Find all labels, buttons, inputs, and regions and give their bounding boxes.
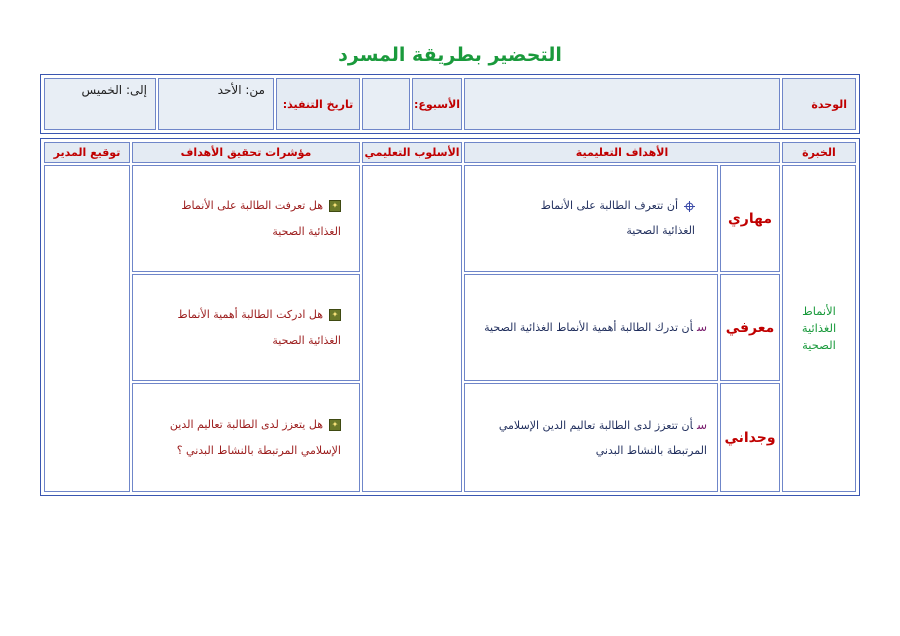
target-icon [684, 201, 695, 212]
week-label [412, 78, 462, 130]
from-day-field[interactable] [158, 78, 274, 130]
col-header-indicators [132, 142, 360, 163]
col-header-experience [782, 142, 856, 163]
indicator-2 [171, 302, 341, 353]
objective-2 [484, 314, 707, 340]
col-header-experience-text: الخبرة [802, 146, 836, 159]
objective-1-text: أن تتعرف الطالبة على الأنماط الغذائية الصحية [540, 199, 695, 237]
objective-2-marker: س [696, 320, 707, 335]
week-label-text: الأسبوع: [413, 97, 461, 111]
objective-3-marker: س [696, 418, 707, 433]
objective-3-text: أن تتعزز لدى الطالبة تعاليم الدين الإسلامي المرتبطة بالنشاط البدني [498, 419, 707, 457]
star-bullet-icon: ✦ [329, 309, 341, 321]
domain-skill-text: مهاري [727, 210, 773, 227]
method-cell[interactable] [362, 165, 462, 492]
domain-cognitive-text: معرفي [725, 319, 775, 336]
col-header-signature [44, 142, 130, 163]
domain-affective-text: وجداني [724, 429, 776, 446]
from-day-text: من: الأحد [217, 83, 265, 97]
objective-cell-2 [464, 274, 718, 381]
star-bullet-icon: ✦ [329, 419, 341, 431]
objective-cell-1 [464, 165, 718, 272]
col-header-signature-text: توقيع المدير [53, 146, 121, 159]
experience-cell [782, 165, 856, 492]
indicator-cell-1 [132, 165, 360, 272]
indicator-1 [151, 193, 341, 244]
experience-text: الأنماط الغذائية الصحية [801, 304, 837, 352]
indicator-3 [151, 412, 341, 463]
indicator-1-text: هل تعرفت الطالبة على الأنماط الغذائية الصحية [181, 199, 341, 238]
col-header-method [362, 142, 462, 163]
signature-cell[interactable] [44, 165, 130, 492]
domain-cell-cognitive [720, 274, 780, 381]
objective-cell-3 [464, 383, 718, 492]
domain-cell-affective [720, 383, 780, 492]
objective-1 [505, 194, 695, 242]
to-day-text: إلى: الخميس [81, 83, 147, 97]
unit-label [782, 78, 856, 130]
page-title: التحضير بطريقة المسرد [338, 44, 562, 66]
objective-2-text: أن تدرك الطالبة أهمية الأنماط الغذائية الصحية [484, 321, 693, 335]
to-day-field[interactable] [44, 78, 156, 130]
indicator-2-text: هل ادركت الطالبة أهمية الأنماط الغذائية الصحية [177, 308, 341, 347]
execution-date-label-text: تاريخ التنفيذ: [282, 97, 354, 111]
execution-date-label [276, 78, 360, 130]
star-bullet-icon: ✦ [329, 200, 341, 212]
unit-field[interactable] [464, 78, 780, 130]
col-header-indicators-text: مؤشرات تحقيق الأهداف [180, 146, 312, 159]
indicator-cell-2 [132, 274, 360, 381]
unit-label-text: الوحدة [811, 97, 847, 111]
domain-cell-skill [720, 165, 780, 272]
week-field[interactable] [362, 78, 410, 130]
col-header-method-text: الأسلوب التعليمي [364, 146, 460, 159]
indicator-3-text: هل يتعزز لدى الطالبة تعاليم الدين الإسلامي المرتبطة بالنشاط البدني ؟ [169, 418, 341, 457]
objective-3 [492, 412, 707, 463]
col-header-objectives-text: الأهداف التعليمية [575, 146, 669, 159]
indicator-cell-3 [132, 383, 360, 492]
col-header-objectives [464, 142, 780, 163]
